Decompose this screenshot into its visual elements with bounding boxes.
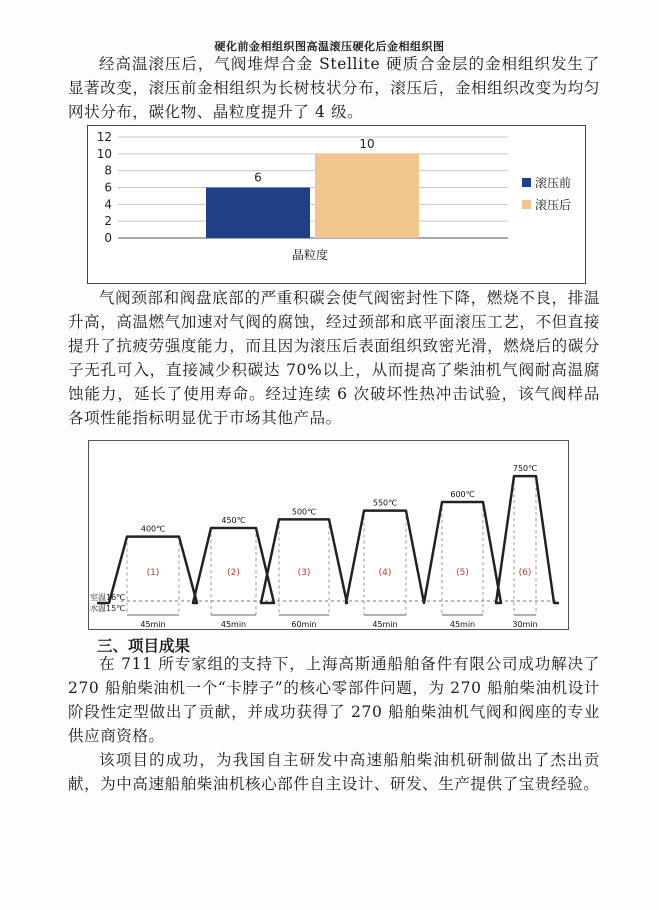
cycle-index-label: (2) — [227, 568, 240, 578]
section-heading: 三、项目成果 — [97, 636, 191, 655]
x-axis-label: 晶粒度 — [291, 248, 329, 262]
peak-temp-label: 500℃ — [291, 507, 317, 517]
duration-label: 45min — [220, 620, 247, 629]
legend-swatch — [522, 178, 531, 187]
duration-label: 45min — [140, 620, 166, 629]
data-label: 10 — [359, 136, 375, 151]
peak-temp-label: 550℃ — [372, 498, 398, 508]
peak-temp-label: 600℃ — [450, 490, 475, 500]
paragraph-carbon-deposit: 气阀颈部和阀盘底部的严重积碳会使气阀密封性下降，燃烧不良，排温升高，高温燃气加速对气阀的腐蚀，经过颈部和底平面滚压工艺，不但直接提升了抗疲劳强度能力，而且因为滚压后表面组织致密光滑，燃烧后的碳分子无孔可入，直接减少积碳达 70%以上，从而提高了柴油机气阀耐高温腐蚀能力，延长了使用寿命。经过连续 6 次破坏性热冲击试验，该气阀样品各项性能指标明显优于市场其他产品。 — [68, 289, 600, 427]
cycle-index-label: (3) — [297, 568, 311, 578]
y-tick-label: 12 — [96, 130, 112, 144]
paragraph-project-result: 在 711 所专家组的支持下，上海高斯通船舶备件有限公司成功解决了 270 船舶柴油机一个“卡脖子”的核心零部件问题，为 270 船舶柴油机设计阶段性定型做出了贡献，并成功获得了 270 船舶柴油机气阀和阀座的专业供应商资格。 — [68, 655, 600, 745]
cycle-index-label: (5) — [456, 568, 469, 578]
grain-size-chart — [87, 125, 586, 284]
data-label: 6 — [254, 170, 262, 185]
peak-temp-label: 450℃ — [221, 515, 246, 525]
duration-label: 60min — [291, 620, 317, 629]
legend-label: 滚压后 — [535, 198, 572, 212]
duration-label: 45min — [449, 620, 476, 629]
y-tick-label: 0 — [104, 231, 112, 245]
thermal-shock-chart — [88, 440, 569, 630]
y-tick-label: 4 — [104, 197, 112, 212]
duration-label: 30min — [512, 620, 538, 629]
grain-size-chart-svg — [88, 126, 585, 283]
cycle-index-label: (4) — [378, 568, 392, 578]
paragraph-rolling-result: 经高温滚压后，气阀堆焊合金 Stellite 硬质合金层的金相组织发生了显著改变，滚压前金相组织为长树枝状分布，滚压后，金相组织改变为均匀网状分布，碳化物、晶粒度提升了 4 级。 — [68, 55, 600, 121]
baseline-label-water: 水温15℃ — [90, 604, 126, 613]
cycle-index-label: (6) — [518, 568, 532, 578]
temperature-curve — [97, 476, 559, 603]
y-tick-label: 6 — [104, 180, 112, 195]
thermal-shock-chart-svg — [89, 441, 568, 629]
legend-swatch — [522, 200, 531, 209]
figure-caption: 硬化前金相组织图高温滚压硬化后金相组织图 — [214, 40, 445, 53]
baseline-label-room: 室温16℃ — [90, 593, 126, 602]
y-tick-label: 10 — [96, 146, 112, 161]
paragraph-project-contribution: 该项目的成功，为我国自主研发中高速船舶柴油机研制做出了杰出贡献，为中高速船舶柴油机核心部件自主设计、研发、生产提供了宝贵经验。 — [68, 751, 600, 793]
cycle-index-label: (1) — [146, 568, 160, 578]
y-tick-label: 2 — [104, 214, 112, 229]
peak-temp-label: 750℃ — [512, 464, 538, 474]
bar-after — [315, 154, 419, 238]
duration-label: 45min — [372, 620, 398, 629]
project-result-block — [68, 652, 600, 796]
peak-temp-label: 400℃ — [140, 524, 166, 534]
bar-before — [206, 188, 310, 239]
legend-label: 滚压前 — [535, 176, 572, 190]
y-tick-label: 8 — [104, 163, 112, 178]
